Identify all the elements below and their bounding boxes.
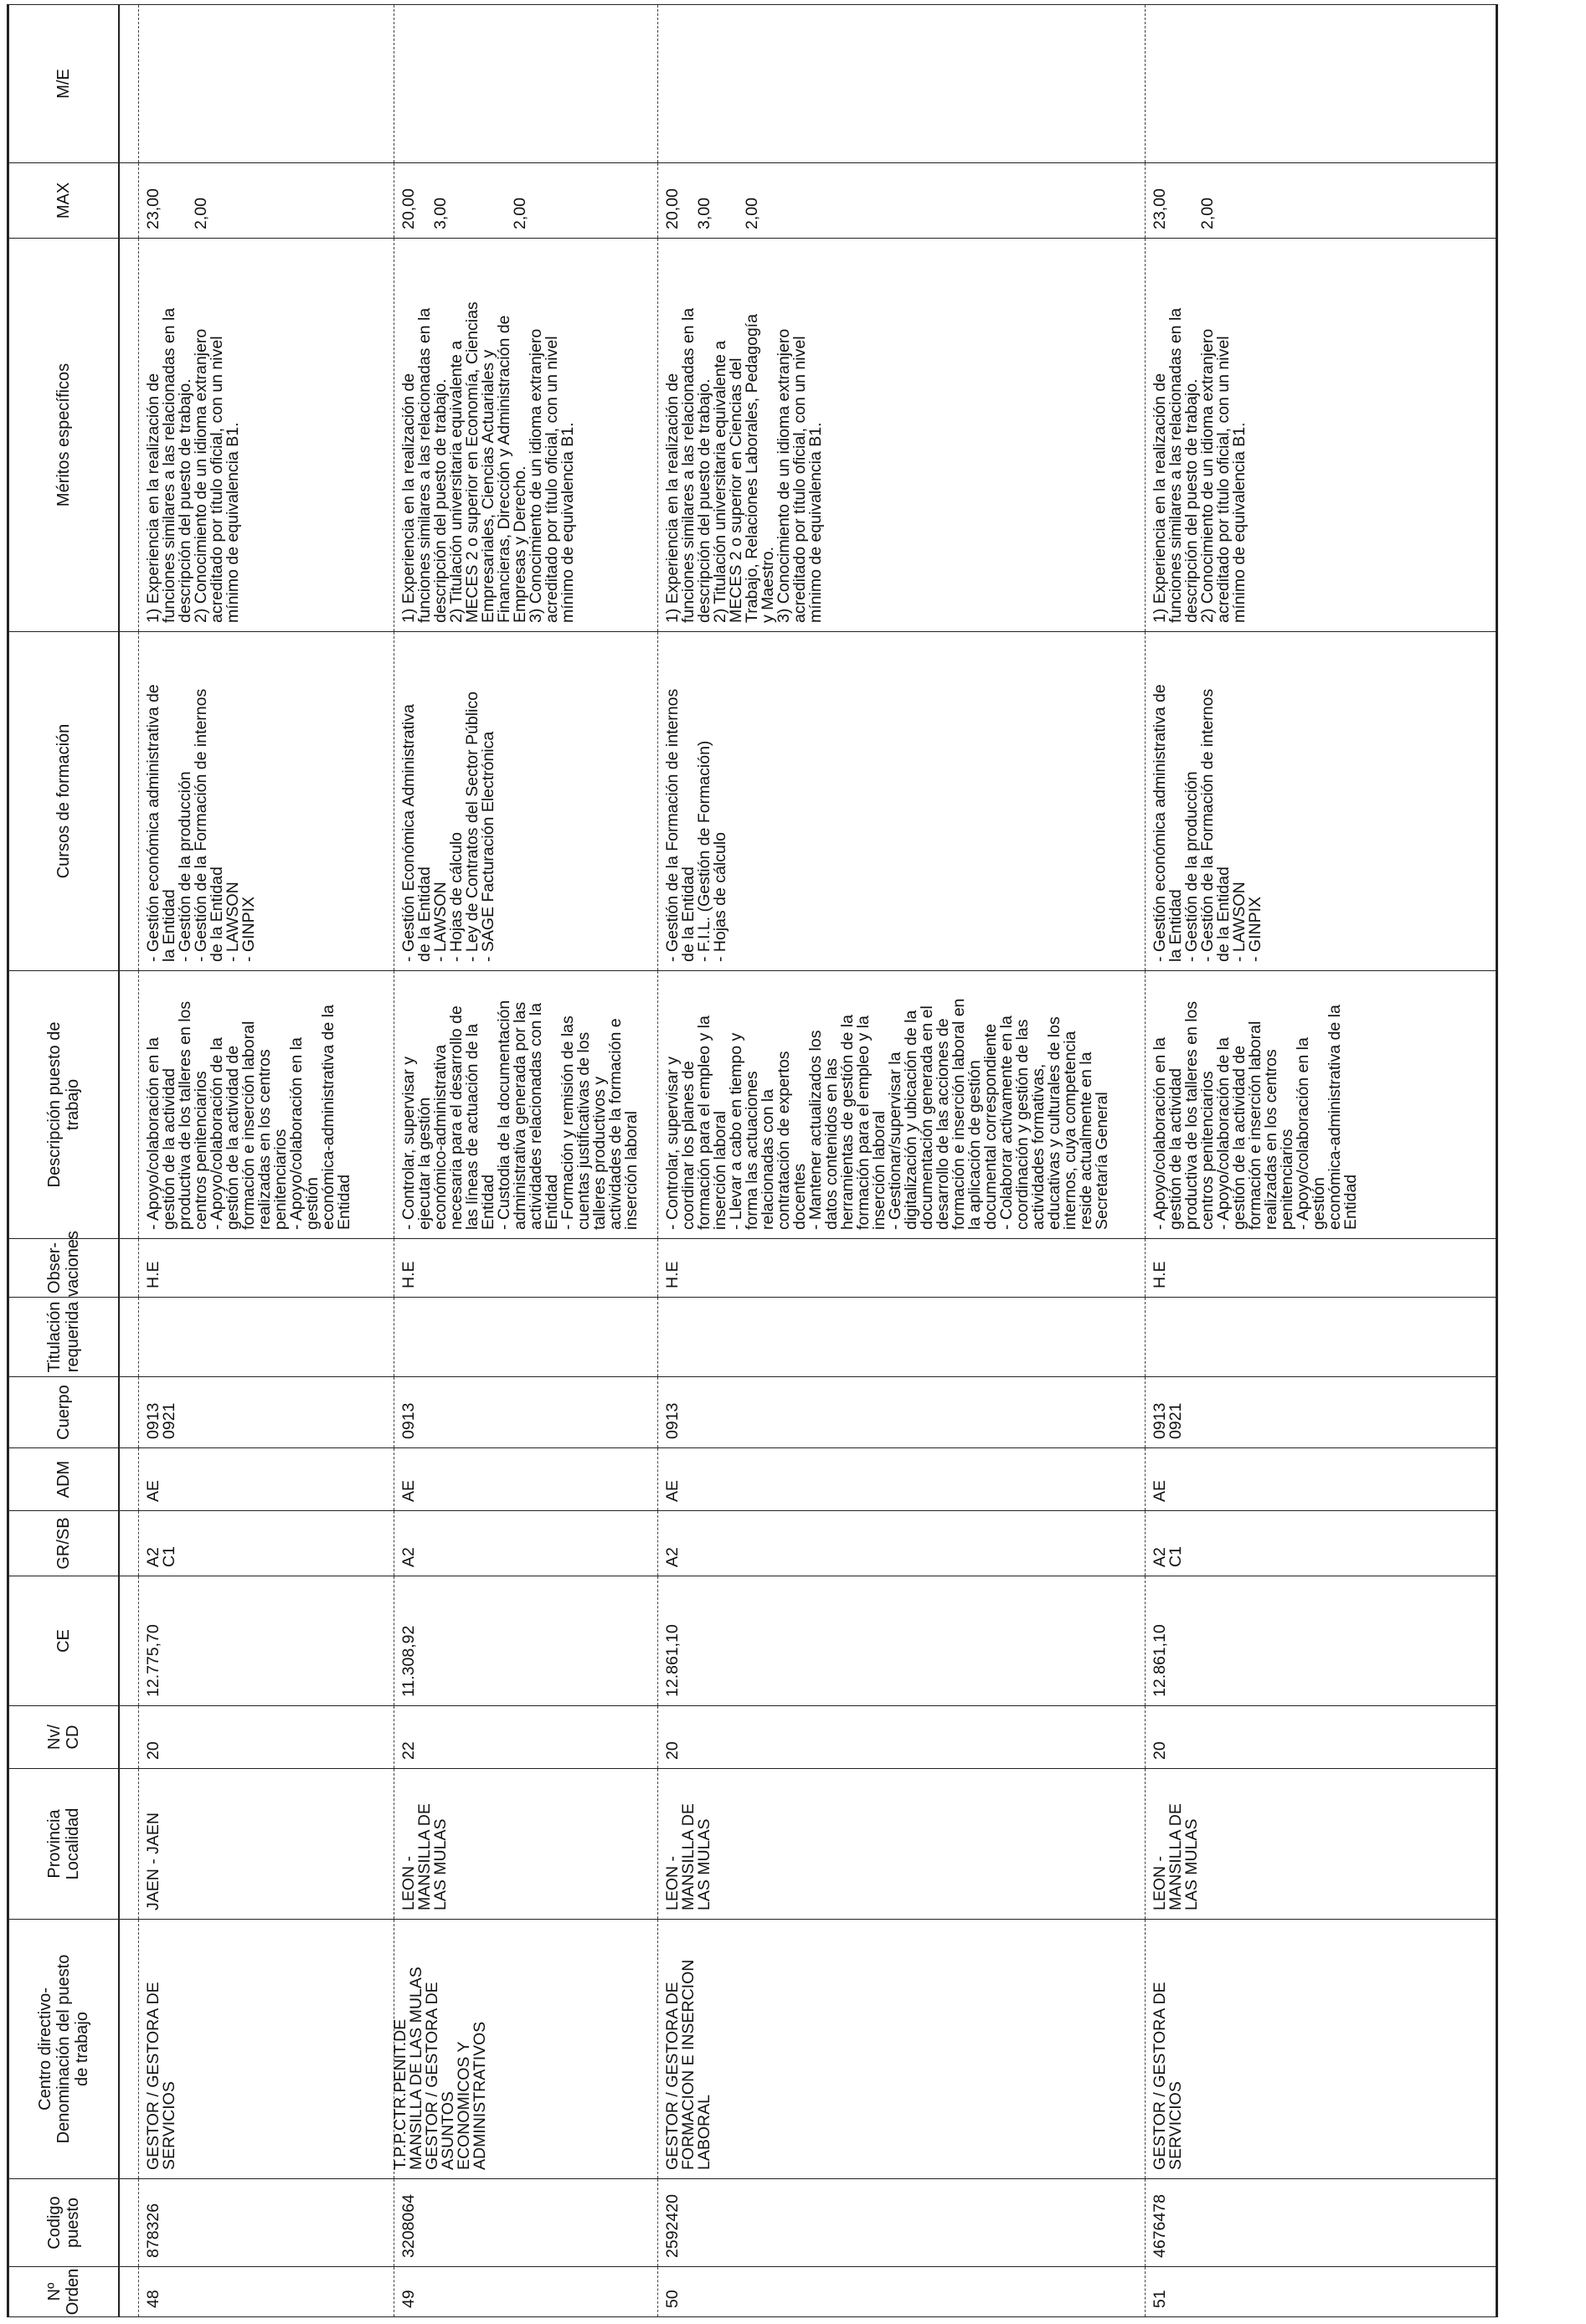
cell-nivel: 20 bbox=[139, 1706, 394, 1769]
cell-observaciones: H.E bbox=[658, 1239, 1146, 1298]
cell-codigo: 878326 bbox=[139, 2179, 394, 2267]
cell-cursos: - Gestión económica administrativa de la Entidad - Gestión de la producción - Gestión de la Formación de internos de la Entidad - LAWSON - GINPIX bbox=[139, 632, 394, 971]
cell-adm: AE bbox=[394, 1448, 658, 1511]
header-ce: CE bbox=[8, 1576, 120, 1706]
cell-nivel: 20 bbox=[1146, 1706, 1497, 1769]
cell-provincia: LEON - MANSILLA DE LAS MULAS bbox=[394, 1769, 658, 1920]
cell-max: 20,00 3,00 2,00 bbox=[394, 163, 658, 239]
cell-descripcion: - Controlar, supervisar y ejecutar la gestión económico-administrativa necesaria para el desarrollo de las líneas de actuación de la Entidad - Custodia de la documentación administrativa generada por las actividades relacionadas con la Entidad - Formación y remisión de las cuentas justificativas de los talleres productivos y actividades de la formación e inserción laboral bbox=[394, 971, 658, 1239]
header-codigo: Codigo puesto bbox=[8, 2179, 120, 2267]
cell-descripcion: - Controlar, supervisar y coordinar los planes de formación para el empleo y la inserción laboral - Llevar a cabo en tiempo y forma las actuaciones relacionadas con la contratación de expertos docentes - Mantener actualizados los datos contenidos en las herramientas de gestión de la formación para el empleo y la inserción laboral - Gestionar/supervisar la digitalización y ubicación de la documentación generada en el desarrollo de las acciones de formación e inserción laboral en la aplicación de gestión documental correspondiente - Colaborar activamente en la coordinación y gestión de las actividades formativas, educativas y culturales de los internos, cuya competencia reside actualmente en la Secretaría General bbox=[658, 971, 1146, 1239]
header-cursos: Cursos de formación bbox=[8, 632, 120, 971]
cell-cuerpo: 0913 0921 bbox=[139, 1377, 394, 1448]
cell-descripcion: - Apoyo/colaboración en la gestión de la actividad productiva de los talleres en los centros penitenciarios - Apoyo/colaboración de la gestión de la actividad de formación e inserción laboral realizadas en los centros penitenciarios - Apoyo/colaboración en la gestión económica-administrativa de la Entidad bbox=[1146, 971, 1497, 1239]
cell-codigo: 4676478 bbox=[1146, 2179, 1497, 2267]
header-adm: ADM bbox=[8, 1448, 120, 1511]
vacancy-table bbox=[7, 4, 1498, 2317]
cell-grupo: A2 bbox=[394, 1511, 658, 1576]
cell-descripcion: - Apoyo/colaboración en la gestión de la actividad productiva de los talleres en los centros penitenciarios - Apoyo/colaboración de la gestión de la actividad de formación e inserción laboral realizadas en los centros penitenciarios - Apoyo/colaboración en la gestión económica-administrativa de la Entidad bbox=[139, 971, 394, 1239]
cell-titulacion bbox=[658, 1298, 1146, 1377]
cell-cursos: - Gestión de la Formación de internos de la Entidad - F.I.L. (Gestión de Formación) - Hojas de cálculo bbox=[658, 632, 1146, 971]
header-me: M/E bbox=[8, 5, 120, 163]
table-row bbox=[139, 5, 394, 2317]
centro-denominacion: GESTOR / GESTORA DE ASUNTOS ECONOMICOS Y ADMINISTRATIVOS bbox=[423, 1982, 489, 2170]
cell-nivel: 22 bbox=[394, 1706, 658, 1769]
cell-observaciones: H.E bbox=[1146, 1239, 1497, 1298]
cell-orden: 50 bbox=[658, 2267, 1146, 2317]
cell-orden: 51 bbox=[1146, 2267, 1497, 2317]
cell-grupo: A2 bbox=[658, 1511, 1146, 1576]
cell-cursos: - Gestión Económica Administrativa de la Entidad - LAWSON - Hojas de cálculo - Ley de Contratos del Sector Público - SAGE Facturación Electrónica bbox=[394, 632, 658, 971]
header-max: MAX bbox=[8, 163, 120, 239]
cell-cuerpo: 0913 bbox=[658, 1377, 1146, 1448]
cell-cuerpo: 0913 bbox=[394, 1377, 658, 1448]
cell-centro bbox=[658, 1920, 1146, 2179]
cell-adm: AE bbox=[658, 1448, 1146, 1511]
cell-provincia: LEON - MANSILLA DE LAS MULAS bbox=[1146, 1769, 1497, 1920]
cell-me bbox=[1146, 5, 1497, 163]
cell-adm: AE bbox=[139, 1448, 394, 1511]
cell-observaciones: H.E bbox=[394, 1239, 658, 1298]
table-row bbox=[394, 5, 658, 2317]
header-centro: Centro directivo- Denominación del puesto de trabajo bbox=[8, 1920, 120, 2179]
header-observaciones: Obser- vaciones bbox=[8, 1239, 120, 1298]
cell-centro bbox=[391, 1920, 658, 2179]
header-meritos: Méritos específicos bbox=[8, 239, 120, 632]
cell-orden: 48 bbox=[139, 2267, 394, 2317]
cell-me bbox=[139, 5, 394, 163]
cell-ce: 12.861,10 bbox=[1146, 1576, 1497, 1706]
cell-ce: 12.861,10 bbox=[658, 1576, 1146, 1706]
cell-meritos: 1) Experiencia en la realización de funciones similares a las relacionadas en la descripción del puesto de trabajo. 2) Conocimiento de un idioma extranjero acreditado por título oficial, con un nivel mínimo de equivalencia B1. bbox=[1146, 239, 1497, 632]
cell-provincia: LEON - MANSILLA DE LAS MULAS bbox=[658, 1769, 1146, 1920]
header-grupo: GR/SB bbox=[8, 1511, 120, 1576]
cell-grupo: A2 C1 bbox=[1146, 1511, 1497, 1576]
cell-meritos: 1) Experiencia en la realización de funciones similares a las relacionadas en la descripción del puesto de trabajo. 2) Titulación universitaria equivalente a MECES 2 o superior en Economía, Ciencias Empresariales, Ciencias Actuariales y Financieras, Dirección y Administración de Empresas y Derecho. 3) Conocimiento de un idioma extranjero acreditado por título oficial, con un nivel mínimo de equivalencia B1. bbox=[394, 239, 658, 632]
cell-meritos: 1) Experiencia en la realización de funciones similares a las relacionadas en la descripción del puesto de trabajo. 2) Conocimiento de un idioma extranjero acreditado por título oficial, con un nivel mínimo de equivalencia B1. bbox=[139, 239, 394, 632]
cell-centro bbox=[1146, 1920, 1497, 2179]
header-descripcion: Descripción puesto de trabajo bbox=[8, 971, 120, 1239]
table-row bbox=[658, 5, 1146, 2317]
table-row bbox=[1146, 5, 1497, 2317]
cell-cuerpo: 0913 0921 bbox=[1146, 1377, 1497, 1448]
cell-titulacion bbox=[1146, 1298, 1497, 1377]
header-nivel: Nv/ CD bbox=[8, 1706, 120, 1769]
cell-observaciones: H.E bbox=[139, 1239, 394, 1298]
centro-denominacion: GESTOR / GESTORA DE SERVICIOS bbox=[144, 1982, 178, 2170]
header-provincia: Provincia Localidad bbox=[8, 1769, 120, 1920]
cell-centro bbox=[139, 1920, 394, 2179]
cell-titulacion bbox=[394, 1298, 658, 1377]
spacer-row bbox=[119, 5, 139, 2317]
centro-denominacion: GESTOR / GESTORA DE FORMACION E INSERCION LABORAL bbox=[663, 1959, 713, 2170]
cell-grupo: A2 C1 bbox=[139, 1511, 394, 1576]
cell-adm: AE bbox=[1146, 1448, 1497, 1511]
header-cuerpo: Cuerpo bbox=[8, 1377, 120, 1448]
header-row bbox=[8, 5, 120, 2317]
cell-ce: 12.775,70 bbox=[139, 1576, 394, 1706]
cell-max: 23,00 2,00 bbox=[139, 163, 394, 239]
header-titulacion: Titulación requerida bbox=[8, 1298, 120, 1377]
cell-provincia: JAEN - JAEN bbox=[139, 1769, 394, 1920]
cell-ce: 11.308,92 bbox=[394, 1576, 658, 1706]
cell-max: 23,00 2,00 bbox=[1146, 163, 1497, 239]
cell-codigo: 3208064 bbox=[394, 2179, 658, 2267]
cell-me bbox=[658, 5, 1146, 163]
cell-nivel: 20 bbox=[658, 1706, 1146, 1769]
cell-titulacion bbox=[139, 1298, 394, 1377]
cell-codigo: 2592420 bbox=[658, 2179, 1146, 2267]
cell-cursos: - Gestión económica administrativa de la Entidad - Gestión de la producción - Gestión de la Formación de internos de la Entidad - LAWSON - GINPIX bbox=[1146, 632, 1497, 971]
cell-meritos: 1) Experiencia en la realización de funciones similares a las relacionadas en la descripción del puesto de trabajo. 2) Titulación universitaria equivalente a MECES 2 o superior en Ciencias del Trabajo, Relaciones Laborales, Pedagogía y Maestro. 3) Conocimiento de un idioma extranjero acreditado por título oficial, con un nivel mínimo de equivalencia B1. bbox=[658, 239, 1146, 632]
cell-max: 20,00 3,00 2,00 bbox=[658, 163, 1146, 239]
centro-denominacion: GESTOR / GESTORA DE SERVICIOS bbox=[1151, 1982, 1185, 2170]
cell-orden: 49 bbox=[394, 2267, 658, 2317]
centro-directivo-group: T.P.P.CTR.PENIT.DE MANSILLA DE LAS MULAS bbox=[391, 1967, 425, 2170]
cell-me bbox=[394, 5, 658, 163]
header-orden: Nº Orden bbox=[8, 2267, 120, 2317]
